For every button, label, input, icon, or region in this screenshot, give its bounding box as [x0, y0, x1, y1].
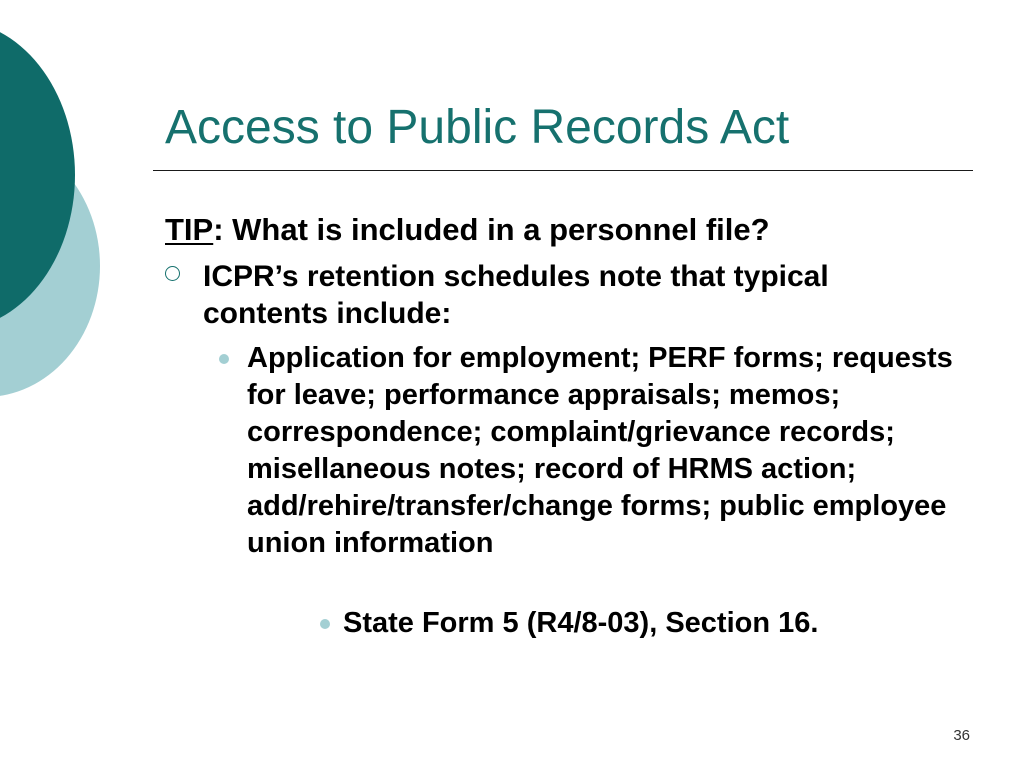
- bullet-level1-text: ICPR’s retention schedules note that typical contents include:: [203, 260, 829, 330]
- bullet-level2-text: Application for employment; PERF forms; requests for leave; performance appraisals; memos; correspondence; complaint/grievance records; misellaneous notes; record of HRMS action; add/rehire/transfer/change forms; public employee union information: [247, 342, 953, 559]
- slide-title: Access to Public Records Act: [165, 101, 790, 154]
- tip-heading: [165, 211, 770, 248]
- title-divider: [153, 170, 973, 171]
- filled-dot-bullet-icon: [320, 619, 330, 629]
- bullet-level3-text: State Form 5 (R4/8-03), Section 16.: [343, 607, 819, 639]
- filled-dot-bullet-icon: [219, 354, 229, 364]
- hollow-circle-bullet-icon: [165, 266, 180, 281]
- tip-question: : What is included in a personnel file?: [213, 212, 770, 247]
- tip-label: TIP: [165, 212, 214, 247]
- page-number: 36: [953, 727, 970, 744]
